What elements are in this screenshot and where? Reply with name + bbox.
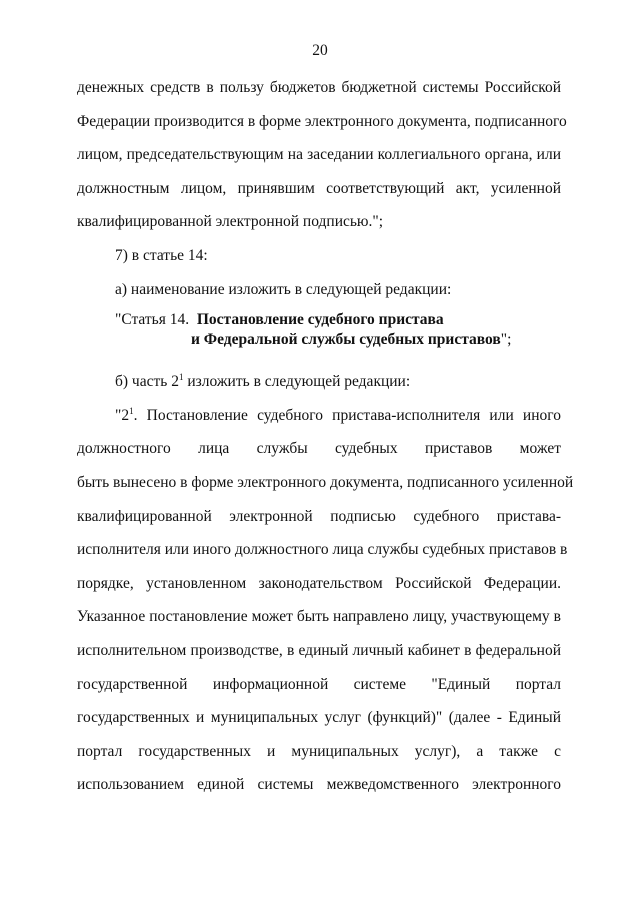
text-line: должностным лицом, принявшим соответствующий акт, усиленной xyxy=(77,179,561,197)
list-item-b-text-rest: изложить в следующей редакции: xyxy=(183,373,411,391)
text-line: квалифицированной электронной подписью."; xyxy=(77,213,384,231)
article-heading-title-2: и Федеральной службы судебных приставов xyxy=(191,331,501,349)
superscript: 1 xyxy=(178,372,184,383)
text-line: Федерации производится в форме электронного документа, подписанного xyxy=(77,112,567,130)
quoted-paragraph xyxy=(77,405,574,808)
text-line: порядке, установленном законодательством Российской Федерации. xyxy=(77,574,561,592)
quote-prefix: "2 xyxy=(115,406,130,424)
article-heading-prefix: "Статья 14. xyxy=(115,311,190,329)
text-line: портал государственных и муниципальных услуг), а также с xyxy=(77,742,561,760)
article-heading xyxy=(77,310,561,363)
text-line: квалифицированной электронной подписью судебного пристава- xyxy=(77,507,561,525)
list-item-b xyxy=(77,371,561,405)
article-heading-suffix: "; xyxy=(500,331,512,349)
document-body xyxy=(77,77,574,808)
text-line: исполнителя или иного должностного лица службы судебных приставов в xyxy=(77,541,568,559)
list-item-a: а) наименование изложить в следующей редакции: xyxy=(115,280,452,298)
text-line: быть вынесено в форме электронного документа, подписанного усиленной xyxy=(77,473,574,491)
list-item-7: 7) в статье 14: xyxy=(115,246,208,264)
text-line: денежных средств в пользу бюджетов бюджетной системы Российской xyxy=(77,79,561,96)
text-line: государственных и муниципальных услуг (функций)" (далее - Единый xyxy=(77,709,561,727)
article-heading-line-2 xyxy=(115,330,561,350)
text-line: исполнительном производстве, в единый личный кабинет в федеральной xyxy=(77,641,561,659)
article-heading-title-1: Постановление судебного пристава xyxy=(196,311,444,329)
spacer xyxy=(77,363,561,371)
text-line-first xyxy=(77,405,561,439)
text-line: должностного лица службы судебных приставов может xyxy=(77,440,561,458)
first-line-rest: . Постановление судебного пристава-исполнителя или иного xyxy=(133,406,561,424)
article-heading-line-1 xyxy=(115,310,561,330)
page-number: 20 xyxy=(312,42,328,59)
text-line: Указанное постановление может быть направлено лицу, участвующему в xyxy=(77,608,561,626)
superscript: 1 xyxy=(129,405,134,416)
paragraph-continuation xyxy=(77,77,567,245)
text-line: использованием единой системы межведомственного электронного xyxy=(77,776,561,794)
list-item-b-text: б) часть 2 xyxy=(115,373,179,391)
text-line: лицом, председательствующим на заседании коллегиального органа, или xyxy=(77,146,561,164)
text-line: государственной информационной системе "Единый портал xyxy=(77,675,561,693)
